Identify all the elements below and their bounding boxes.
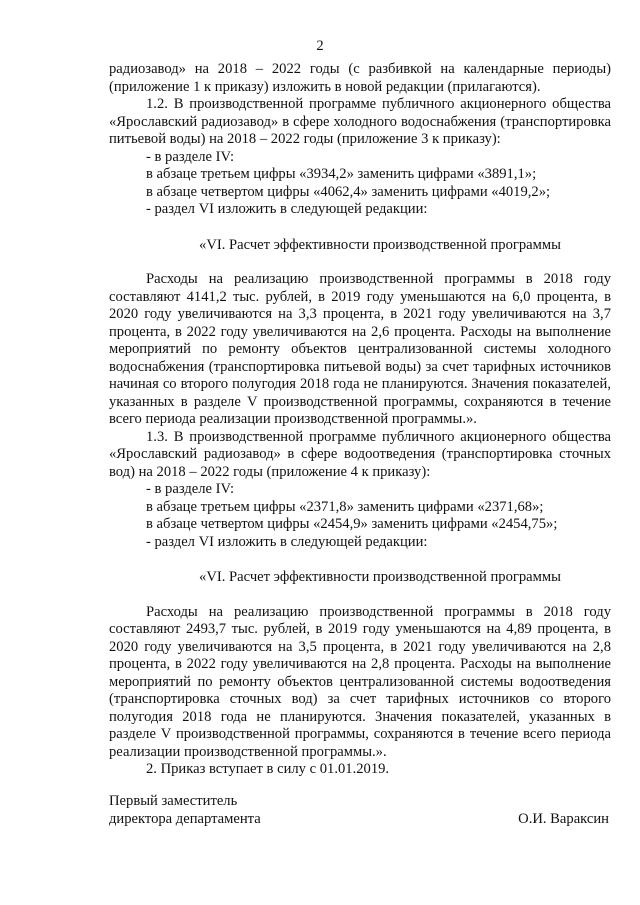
paragraph-fourth-abzac: в абзаце четвертом цифры «4062,4» заменить цифрами «4019,2»; — [146, 183, 551, 200]
paragraph-section-iv-2: - в разделе IV: — [146, 481, 235, 497]
paragraph-fourth-abzac-2: в абзаце четвертом цифры «2454,9» заменить цифрами «2454,75»; — [146, 516, 558, 532]
paragraph-effective-date: 2. Приказ вступает в силу с 01.01.2019. — [146, 761, 390, 777]
spacer — [109, 587, 611, 604]
section-heading-1: «VI. Расчет эффективности производственной программы — [199, 236, 561, 253]
paragraph-third-abzac-2: в абзаце третьем цифры «2371,8» заменить цифрами «2371,68»; — [146, 498, 544, 515]
paragraph-expenses-2: Расходы на реализацию производственной программы в 2018 году составляют 2493,7 тыс. рублей, в 2019 году уменьшаются на 4,89 процента, в 2020 году увеличиваются на 3,5 процента, в 2021 году увеличиваются на 2,8 процента, в 2022 году увеличиваются на 2,8 процента. Расходы на выполнение мероприятий по ремонту объектов централизованной системы водоотведения (транспортировка сточных вод) за счет тарифных источников со второго полугодия 2018 года не планируются. Значения показателей, указанных в разделе V производственной программы, сохраняются в течение всего периода реализации производственной программы.». — [109, 603, 611, 760]
paragraph-item-1-2: 1.2. В производственной программе публичного акционерного общества «Ярославский радиозавод» в сфере холодного водоснабжения (транспортировка питьевой воды) на 2018 – 2022 годы (приложение 3 к приказу): — [109, 96, 611, 147]
paragraph-section-vi: - раздел VI изложить в следующей редакции: — [146, 201, 428, 217]
document-body — [109, 61, 611, 779]
spacer — [109, 219, 611, 237]
signatory-name: О.И. Вараксин — [518, 811, 609, 827]
signatory-title-line-1: Первый заместитель — [109, 793, 238, 809]
page-number: 2 — [316, 38, 324, 54]
spacer — [109, 551, 611, 569]
paragraph-expenses-1: Расходы на реализацию производственной программы в 2018 году составляют 4141,2 тыс. рублей, в 2019 году уменьшаются на 6,0 процента, в 2020 году увеличиваются на 3,3 процента, в 2021 году увеличиваются на 3,7 процента, в 2022 году увеличиваются на 2,6 процента. Расходы на выполнение мероприятий по ремонту объектов централизованной системы холодного водоснабжения (транспортировка питьевой воды) за счет тарифных источников начиная со второго полугодия 2018 года не планируются. Значения показателей, указанных в разделе V производственной программы, сохраняются в течение всего периода реализации производственной программы.». — [109, 271, 611, 427]
paragraph-section-vi-2: - раздел VI изложить в следующей редакции: — [146, 533, 428, 550]
signatory-title-line-2: директора департамента — [109, 811, 261, 827]
section-heading-2: «VI. Расчет эффективности производственной программы — [199, 569, 561, 585]
paragraph-third-abzac: в абзаце третьем цифры «3934,2» заменить цифрами «3891,1»; — [146, 166, 537, 182]
paragraph-section-iv: - в разделе IV: — [146, 148, 235, 165]
paragraph-item-1-3: 1.3. В производственной программе публичного акционерного общества «Ярославский радиозавод» в сфере водоотведения (транспортировка сточных вод) на 2018 – 2022 годы (приложение 4 к приказу): — [109, 428, 611, 480]
signature-block — [109, 792, 609, 828]
spacer — [109, 254, 611, 271]
paragraph-continuation: радиозавод» на 2018 – 2022 годы (с разбивкой на календарные периоды) (приложение 1 к приказу) изложить в новой редакции (прилагаются). — [109, 61, 611, 95]
